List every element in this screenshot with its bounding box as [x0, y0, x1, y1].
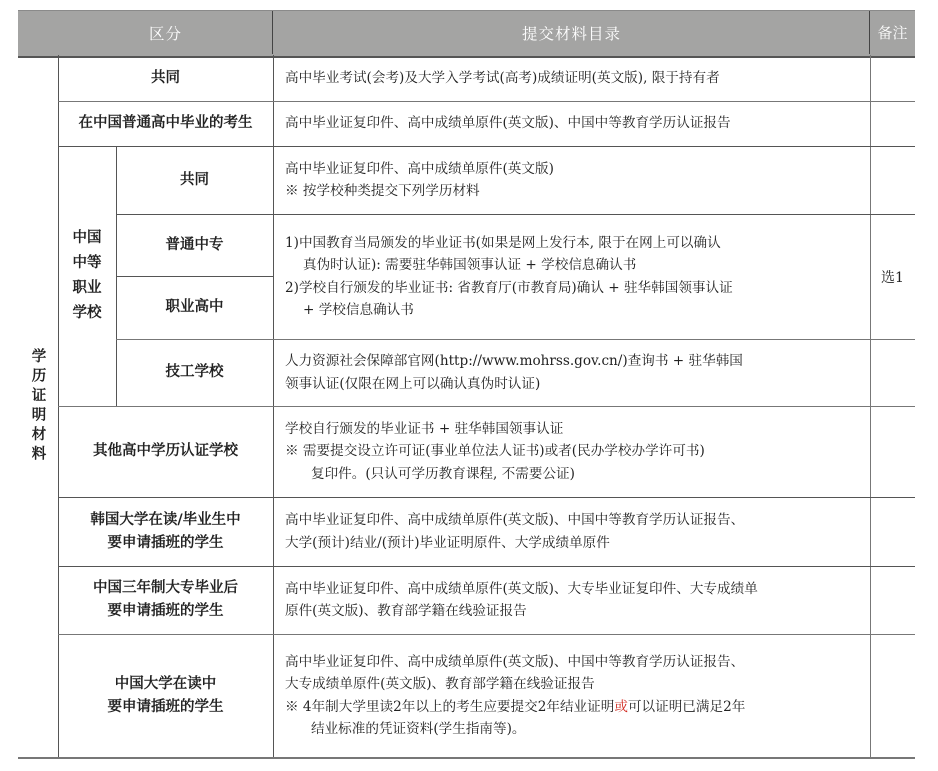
header-divider	[272, 11, 273, 54]
row-note-choose-one: 选1	[881, 269, 904, 286]
row-category-general-high-school: 在中国普通高中毕业的考生	[78, 115, 253, 131]
row-category-korean-university: 韩国大学在读/毕业生中 要申请插班的学生	[90, 511, 241, 551]
group-label-vocational-school: 中国中等职业学校	[72, 230, 102, 321]
row-materials: 人力资源社会保障部官网(http://www.mohrss.gov.cn/)查询书 + 驻华韩国 领事认证(仅限在网上可以确认真伪时认证)	[285, 353, 743, 392]
row-materials: 高中毕业证复印件、高中成绩单原件(英文版)、中国中等教育学历认证报告、 大学(预计)结业/(预计)毕业证明原件、大学成绩单原件	[285, 512, 745, 551]
row-category-chinese-college-graduate: 中国三年制大专毕业后 要申请插班的学生	[93, 580, 238, 619]
header-category: 区分	[148, 24, 182, 43]
row-materials: 高中毕业证复印件、高中成绩单原件(英文版)、大专毕业证复印件、大专成绩单 原件(英文版)、教育部学籍在线验证报告	[285, 580, 758, 619]
row-materials: 高中毕业证复印件、高中成绩单原件(英文版)、中国中等教育学历认证报告、 大专成绩单原件(英文版)、教育部学籍在线验证报告 ※ 4年制大学里读2年以上的考生应要提交2年结业证明或可以证明已满足2年 结业标准的凭证资料(学生指南等)。	[285, 653, 746, 737]
row-category-secondary-specialized: 普通中专	[165, 236, 224, 253]
row-category-other-schools: 其他高中学历认证学校	[93, 443, 238, 459]
header-materials: 提交材料目录	[521, 24, 621, 43]
group-label-education-certificates: 学历证明材料	[29, 347, 46, 465]
table-header	[18, 10, 915, 58]
row-category-vocational-high: 职业高中	[165, 299, 224, 315]
row-materials: 高中毕业证复印件、高中成绩单原件(英文版)、中国中等教育学历认证报告	[285, 115, 731, 132]
row-materials: 高中毕业考试(会考)及大学入学考试(高考)成绩证明(英文版), 限于持有者	[285, 69, 720, 86]
row-materials: 1)中国教育当局颁发的毕业证书(如果是网上发行本, 限于在网上可以确认 真伪时认证): 需要驻华韩国领事认证 + 学校信息确认书 2)学校自行颁发的毕业证书: 省教育厅(市教育局)确认 + 驻华韩国领事认证 + 学校信息确认书	[285, 234, 733, 318]
row-materials: 学校自行颁发的毕业证书 + 驻华韩国领事认证 ※ 需要提交设立许可证(事业单位法人证书)或者(民办学校办学许可书) 复印件。(只认可学历教育课程, 不需要公证)	[285, 420, 705, 482]
row-category-common: 共同	[151, 69, 180, 86]
header-divider	[869, 11, 870, 54]
row-category-vocational-common: 共同	[180, 171, 209, 188]
row-category-chinese-university-student: 中国大学在读中 要申请插班的学生	[107, 675, 224, 715]
row-category-technical-school: 技工学校	[165, 364, 224, 380]
header-notes: 备注	[877, 24, 908, 42]
highlighted-or: 或	[614, 698, 628, 715]
row-materials: 高中毕业证复印件、高中成绩单原件(英文版) ※ 按学校种类提交下列学历材料	[285, 160, 554, 199]
